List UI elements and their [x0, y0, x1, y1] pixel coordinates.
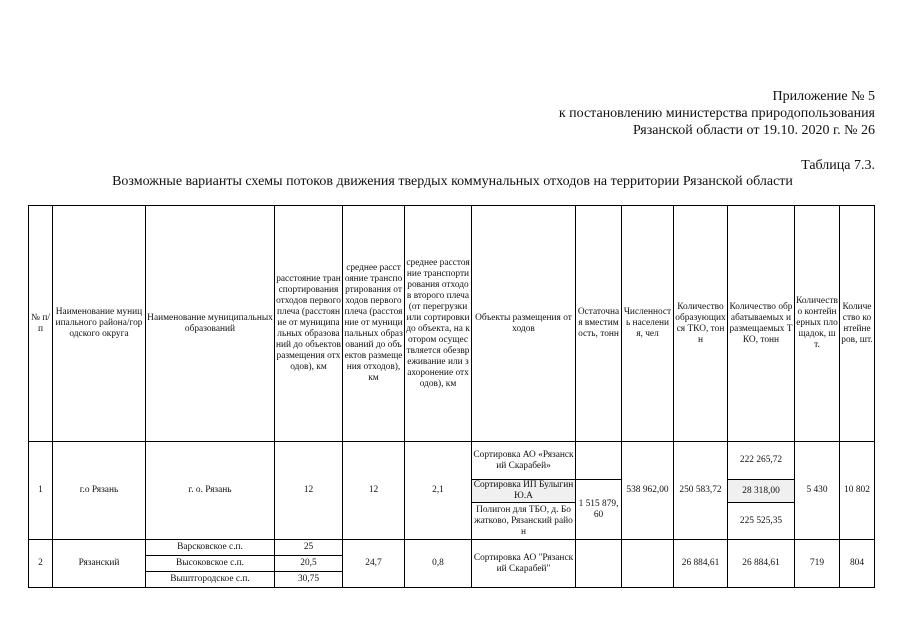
row-dist-first: 20,5: [275, 556, 343, 572]
row-district: г.о Рязань: [53, 442, 146, 540]
row-containers: 10 802: [840, 442, 875, 540]
table-label: Таблица 7.3.: [801, 158, 875, 173]
col-header-avg-second: среднее расстояние транспортирования отходов второго плеча (от перегрузки или сортировки до объекта, на котором осуществляется обезвреживание или захоронение отходов), км: [405, 206, 472, 442]
appendix-date: Рязанской области от 19.10. 2020 г. № 26: [633, 123, 875, 138]
row-facility: Сортировка АО «Рязанский Скарабей»: [472, 442, 576, 480]
col-header-district: Наименование муниципального района/городского округа: [53, 206, 146, 442]
col-header-num: № п/п: [29, 206, 53, 442]
table-row: [29, 540, 875, 556]
col-header-avg-first: среднее расстояние транспортирования отходов первого плеча (расстояние от муниципальных образований до объектов размещения отходов), км: [343, 206, 405, 442]
appendix-number: Приложение № 5: [772, 89, 875, 104]
row-processed: 26 884,61: [728, 540, 795, 588]
document-title: Возможные варианты схемы потоков движения твердых коммунальных отходов на территории Рязанской области: [112, 174, 793, 189]
row-avg-first: 12: [343, 442, 405, 540]
table-row: [29, 442, 875, 480]
row-population: 538 962,00: [622, 442, 674, 540]
row-municipality: Высоковское с.п.: [146, 556, 275, 572]
col-header-facility: Объекты размещения отходов: [472, 206, 576, 442]
col-header-municipality: Наименование муниципальных образований: [146, 206, 275, 442]
row-waste: 26 884,61: [674, 540, 728, 588]
row-municipality: г. о. Рязань: [146, 442, 275, 540]
row-municipality: Выштгородское с.п.: [146, 572, 275, 588]
row-avg-second: 0,8: [405, 540, 472, 588]
row-sites: 5 430: [795, 442, 840, 540]
row-capacity: [576, 540, 622, 588]
row-dist-first: 25: [275, 540, 343, 556]
row-facility: Полигон для ТБО, д. Божатково, Рязанский район: [472, 503, 576, 540]
row-municipality: Варсковское с.п.: [146, 540, 275, 556]
appendix-decree: к постановлению министерства природопользования: [558, 106, 875, 121]
row-avg-second: 2,1: [405, 442, 472, 540]
row-processed: 222 265,72: [728, 442, 795, 480]
row-facility: Сортировка АО "Рязанский Скарабей": [472, 540, 576, 588]
col-header-processed: Количество обрабатываемых и размещаемых ТКО, тонн: [728, 206, 795, 442]
row-district: Рязанский: [53, 540, 146, 588]
row-waste: 250 583,72: [674, 442, 728, 540]
row-processed: 225 525,35: [728, 503, 795, 540]
row-capacity: [576, 442, 622, 480]
row-sites: 719: [795, 540, 840, 588]
col-header-waste: Количество образующихся ТКО, тонн: [674, 206, 728, 442]
table-header-row: [29, 206, 875, 442]
waste-flow-table: [28, 205, 875, 588]
row-dist-first: 30,75: [275, 572, 343, 588]
row-capacity: 1 515 879,60: [576, 480, 622, 540]
col-header-sites: Количество контейнерных площадок, шт.: [795, 206, 840, 442]
col-header-dist-first: расстояние транспортирования отходов первого плеча (расстояние от муниципальных образований до объектов размещения отходов), км: [275, 206, 343, 442]
row-dist-first: 12: [275, 442, 343, 540]
row-facility: Сортировка ИП Булыгин Ю.А: [472, 480, 576, 503]
row-num: 1: [29, 442, 53, 540]
col-header-capacity: Остаточная вместимость, тонн: [576, 206, 622, 442]
col-header-containers: Количество контейнеров, шт.: [840, 206, 875, 442]
col-header-population: Численность населения, чел: [622, 206, 674, 442]
row-containers: 804: [840, 540, 875, 588]
row-avg-first: 24,7: [343, 540, 405, 588]
row-processed: 28 318,00: [728, 480, 795, 503]
row-num: 2: [29, 540, 53, 588]
row-population: [622, 540, 674, 588]
